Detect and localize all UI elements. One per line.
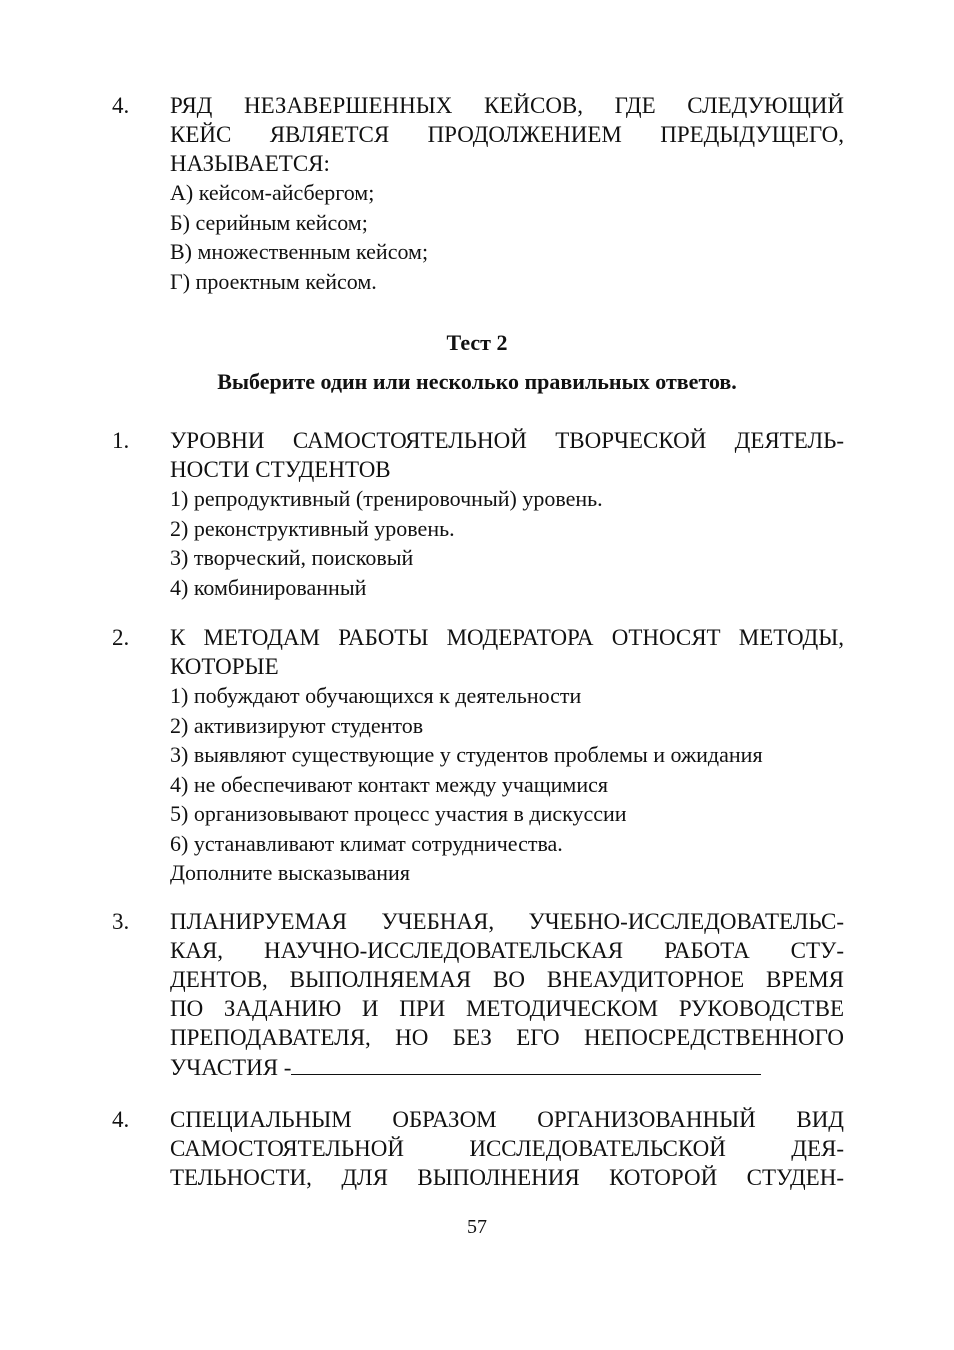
question-line: ТЕЛЬНОСТИ, ДЛЯ ВЫПОЛНЕНИЯ КОТОРОЙ СТУДЕН- [170,1165,844,1190]
answer-option: 3) творческий, поисковый [170,545,414,570]
question-line: ДЕНТОВ, ВЫПОЛНЯЕМАЯ ВО ВНЕАУДИТОРНОЕ ВРЕМЯ [170,967,844,992]
question-line: НАЗЫВАЕТСЯ: [170,151,330,176]
test-instruction: Выберите один или несколько правильных ответов. [217,369,737,394]
answer-option: 1) репродуктивный (тренировочный) уровень. [170,486,603,511]
question-line: КОТОРЫЕ [170,654,279,679]
answer-list [170,178,844,296]
question-line: ПО ЗАДАНИЮ И ПРИ МЕТОДИЧЕСКОМ РУКОВОДСТВЕ [170,996,844,1021]
question-4 [112,1105,844,1192]
page-number: 57 [467,1216,487,1238]
answer-list [170,484,844,602]
answer-option: 4) комбинированный [170,574,367,600]
question-line: КАЯ, НАУЧНО-ИССЛЕДОВАТЕЛЬСКАЯ РАБОТА СТУ- [170,938,844,963]
answer-option: 3) выявляют существующие у студентов проблемы и ожидания [170,742,763,767]
question-1 [112,426,844,602]
question-number: 1. [112,428,130,453]
answer-option: В) множественным кейсом; [170,239,429,264]
question-line: КЕЙС ЯВЛЯЕТСЯ ПРОДОЛЖЕНИЕМ ПРЕДЫДУЩЕГО, [170,122,844,147]
question-line: САМОСТОЯТЕЛЬНОЙ ИССЛЕДОВАТЕЛЬСКОЙ ДЕЯ- [170,1136,844,1161]
question-line: УРОВНИ САМОСТОЯТЕЛЬНОЙ ТВОРЧЕСКОЙ ДЕЯТЕЛЬ- [170,428,844,453]
question-line: СПЕЦИАЛЬНЫМ ОБРАЗОМ ОРГАНИЗОВАННЫЙ ВИД [170,1107,844,1132]
answer-option: Б) серийным кейсом; [170,209,368,235]
question-4-cases [112,91,844,296]
answer-option: 4) не обеспечивают контакт между учащимися [170,771,609,797]
question-line-with-blank [170,1052,844,1082]
question-3 [112,907,844,1082]
question-text [170,91,844,178]
answer-option: Г) проектным кейсом. [170,268,377,294]
question-text [170,907,844,1082]
answer-option: А) кейсом-айсбергом; [170,180,375,205]
question-2 [112,623,844,888]
answer-option: 5) организовывают процесс участия в дискуссии [170,801,627,826]
question-line: К МЕТОДАМ РАБОТЫ МОДЕРАТОРА ОТНОСЯТ МЕТОДЫ, [170,625,844,650]
question-text [170,426,844,484]
question-number: 3. [112,909,130,934]
question-line: УЧАСТИЯ - [170,1055,292,1080]
question-number: 2. [112,625,130,650]
answer-option: 1) побуждают обучающихся к деятельности [170,683,582,708]
question-line: РЯД НЕЗАВЕРШЕННЫХ КЕЙСОВ, ГДЕ СЛЕДУЮЩИЙ [170,93,844,118]
question-line: НОСТИ СТУДЕНТОВ [170,457,391,482]
answer-blank [291,1052,761,1075]
answer-list [170,681,844,858]
question-line: ПРЕПОДАВАТЕЛЯ, НО БЕЗ ЕГО НЕПОСРЕДСТВЕННОГО [170,1025,844,1050]
answer-option: 2) реконструктивный уровень. [170,515,455,541]
answer-option: 6) устанавливают климат сотрудничества. [170,830,563,856]
test-title: Тест 2 [446,330,508,355]
question-number: 4. [112,1107,130,1132]
section-note: Дополните высказывания [170,860,410,885]
question-text [170,1105,844,1192]
question-text [170,623,844,681]
question-line: ПЛАНИРУЕМАЯ УЧЕБНАЯ, УЧЕБНО-ИССЛЕДОВАТЕЛЬС- [170,909,844,934]
question-number: 4. [112,93,130,118]
answer-option: 2) активизируют студентов [170,712,424,738]
